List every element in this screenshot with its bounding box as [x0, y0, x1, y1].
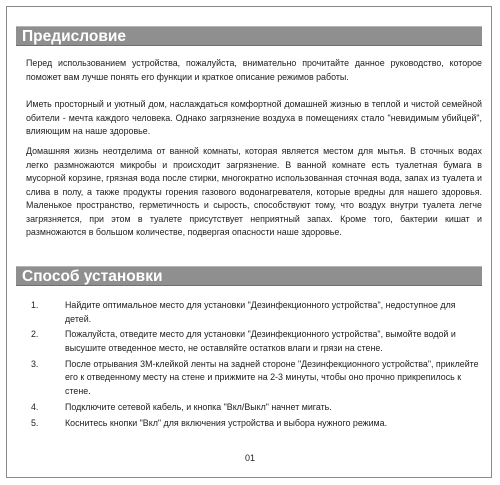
installation-steps-list — [26, 299, 482, 432]
step-text: Найдите оптимальное место для установки "Дезинфекционного устройства", недоступное для детей. — [65, 300, 456, 324]
installation-step — [26, 358, 482, 399]
installation-step — [26, 299, 482, 326]
preface-header-bar — [16, 26, 482, 46]
installation-step — [26, 401, 482, 415]
step-text: После отрывания 3М-клейкой ленты на задней стороне "Дезинфекционного устройства", приклейте его к отведенному месту на стене и прижмите на 2-3 минуты, чтобы оно прочно прикрепилось к стене. — [65, 358, 479, 396]
page-number: 01 — [244, 453, 255, 463]
installation-header-bar — [16, 266, 482, 286]
preface-title: Предисловие — [22, 28, 127, 45]
installation-title: Способ установки — [22, 268, 163, 285]
step-text: Подключите сетевой кабель, и кнопка "Вкл/Выкл" начнет мигать. — [65, 401, 332, 412]
step-text: Пожалуйста, отведите место для установки "Дезинфекционного устройства", вымойте водой и высушите отведенное место, не оставляйте остатков влаги и грязи на стене. — [65, 329, 456, 353]
step-number: 2. — [31, 329, 39, 340]
page-frame — [6, 6, 492, 478]
installation-step — [26, 417, 482, 431]
step-number: 5. — [31, 417, 39, 428]
installation-step — [26, 328, 482, 355]
preface-paragraph-3: Домашняя жизнь неотделима от ванной комнаты, которая является местом для мытья. В сточных водах легко размножаются микробы и происходит загрязнение. В ванной комнате есть туалетная бумага в мусорной корзине, грязная вода после стирки, многократно использованная сточная вода, запах из туалета и слива в полу, а также продукты горения газового водонагревателя, которые вредны для нашего здоровья. Маленькое пространство, герметичность и сырость, способствуют тому, что воздух внутри туалета легче загрязняется, при этом в туалете присутствует неприятный запах. Кроме того, бактерии кишат и размножаются в большом количестве, подвергая опасности наше здоровье. — [26, 146, 482, 237]
step-number: 4. — [31, 401, 39, 412]
step-number: 1. — [31, 300, 39, 310]
preface-paragraph-2: Иметь просторный и уютный дом, наслаждаться комфортной домашней жизнью в теплой и чистой семейной обители - мечта каждого человека. Однако загрязнение воздуха в помещениях стало "невидимым убийцей", влияющим на наше здоровье. — [26, 99, 482, 136]
preface-paragraph-1: Перед использованием устройства, пожалуйста, внимательно прочитайте данное руководство, которое поможет вам лучше понять его функции и краткое описание режимов работы. — [26, 58, 482, 82]
step-number: 3. — [31, 358, 39, 369]
step-text: Коснитесь кнопки "Вкл" для включения устройства и выбора нужного режима. — [65, 417, 388, 428]
